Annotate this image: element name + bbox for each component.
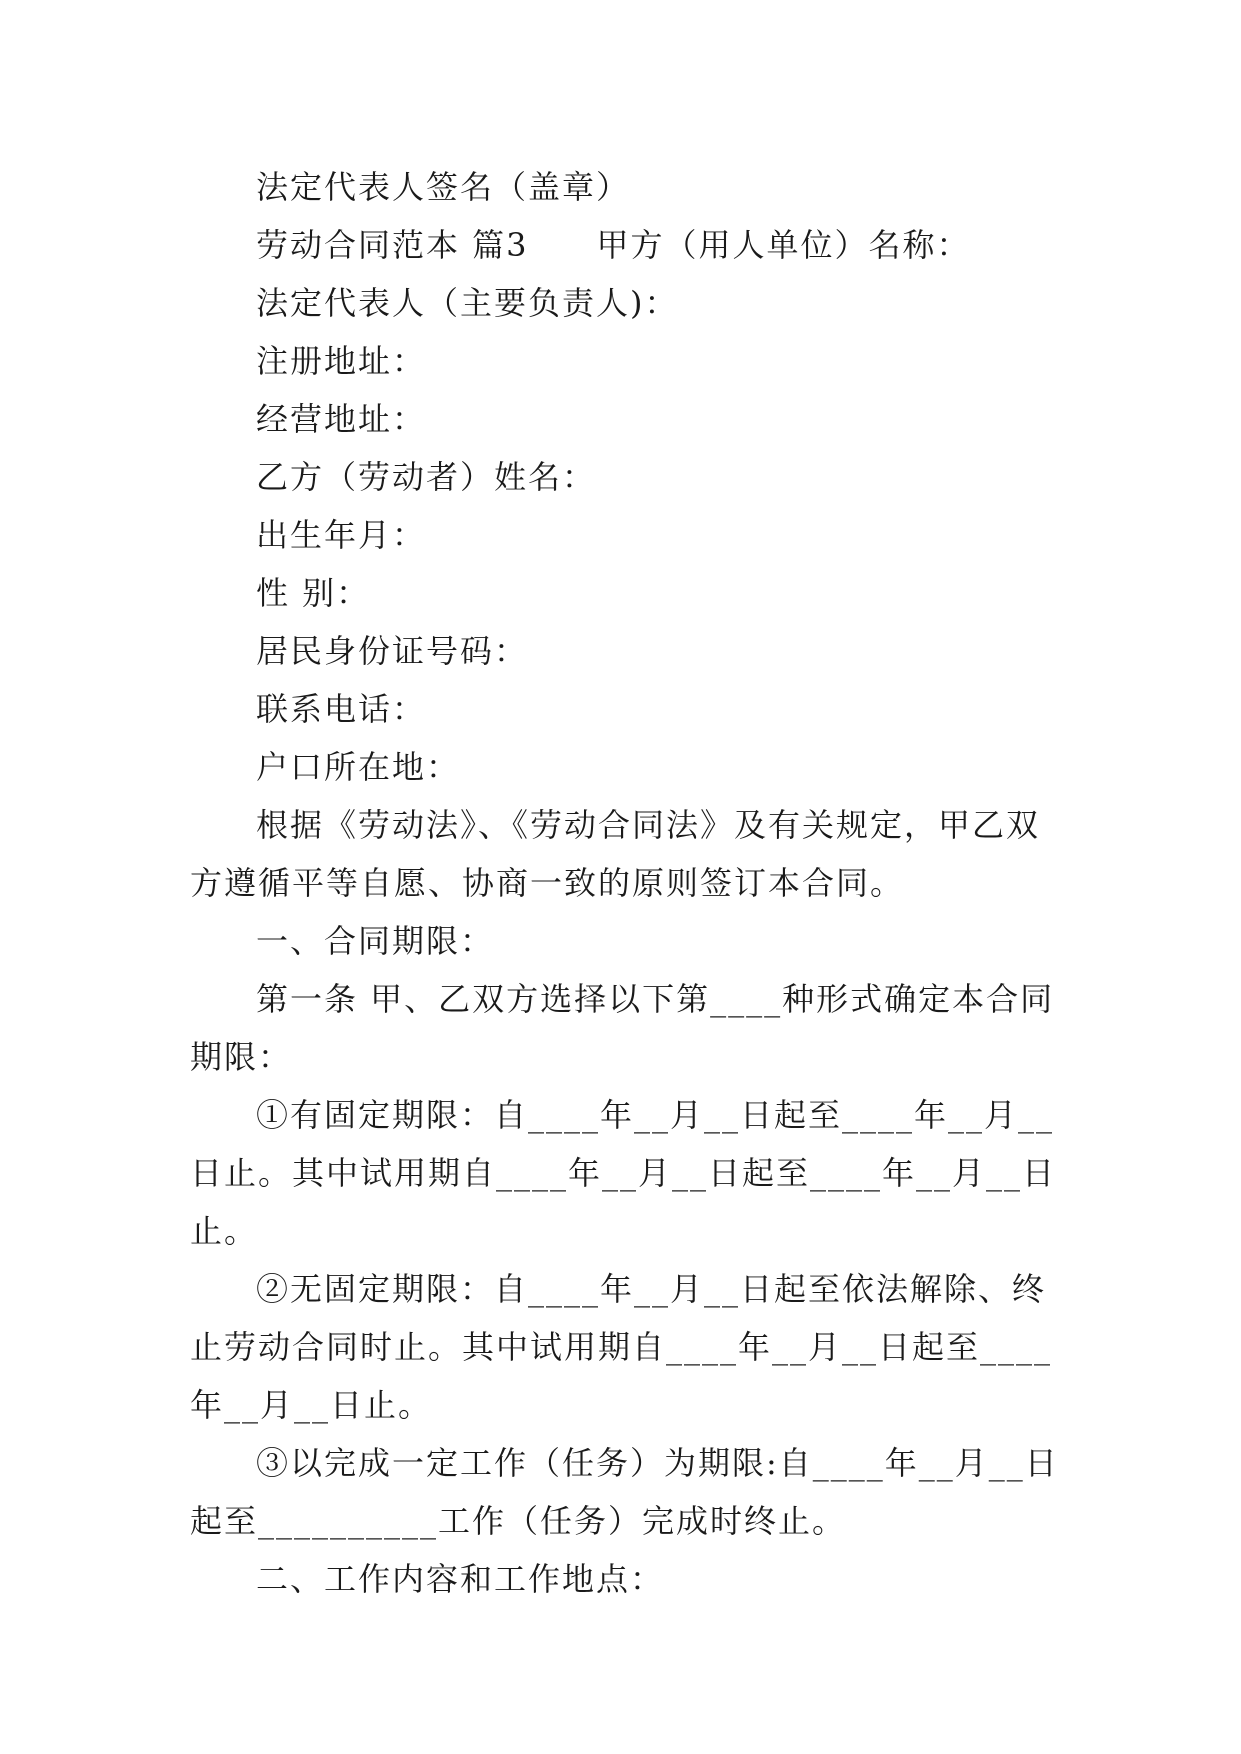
preamble-paragraph: 根据《劳动法》、《劳动合同法》及有关规定，甲乙双方遵循平等自愿、协商一致的原则签订本合同。: [190, 806, 1041, 902]
birth-date-field: 出生年月：: [256, 516, 427, 554]
contract-heading-party-a-name: 劳动合同范本 篇3 甲方（用人单位）名称：: [256, 226, 971, 264]
contract-body: [190, 158, 1060, 1608]
party-b-name-field: 乙方（劳动者）姓名：: [256, 458, 597, 496]
phone-field: 联系电话：: [256, 690, 427, 728]
fixed-term-clause: ①有固定期限：自____年__月__日起至____年__月__日止。其中试用期自____年__月__日起至____年__月__日止。: [190, 1096, 1057, 1250]
legal-representative-field: 法定代表人（主要负责人)：: [256, 284, 679, 322]
signature-line: 法定代表人签名（盖章）: [256, 168, 631, 206]
household-registration-field: 户口所在地：: [256, 748, 461, 786]
article-one: 第一条 甲、乙双方选择以下第____种形式确定本合同期限：: [190, 980, 1055, 1076]
id-number-field: 居民身份证号码：: [256, 632, 529, 670]
section-heading-term: 一、合同期限：: [256, 922, 495, 960]
gender-field: 性 别：: [256, 574, 371, 612]
business-address-field: 经营地址：: [256, 400, 427, 438]
task-term-clause: ③以完成一定工作（任务）为期限:自____年__月__日起至__________工作（任务）完成时终止。: [190, 1444, 1059, 1540]
open-term-clause: ②无固定期限：自____年__月__日起至依法解除、终止劳动合同时止。其中试用期自____年__月__日起至____年__月__日止。: [190, 1270, 1053, 1424]
section-heading-work: 二、工作内容和工作地点：: [256, 1560, 665, 1598]
registered-address-field: 注册地址：: [256, 342, 427, 380]
